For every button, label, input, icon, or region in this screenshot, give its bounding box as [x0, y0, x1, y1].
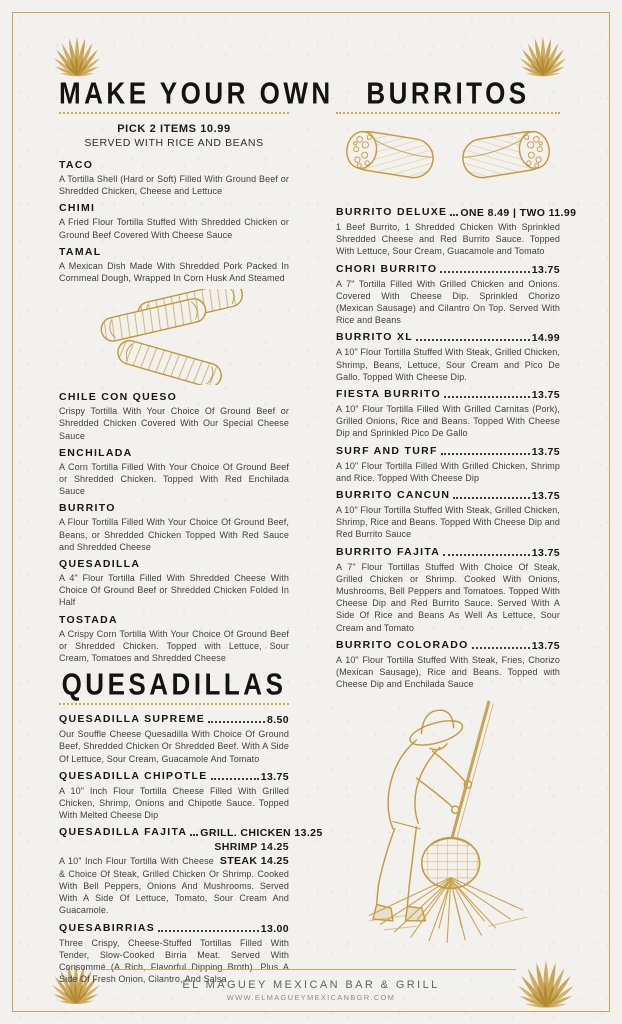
- jimador-farmer-illustration: [353, 695, 543, 966]
- item-price: GRILL. CHICKEN 13.25: [200, 827, 323, 840]
- menu-item: QUESADILLA A 4" Flour Tortilla Filled With Shredded Cheese With Choice Of Ground Beef or Shredded Chicken Folded In Half: [59, 558, 289, 608]
- right-column: [336, 75, 577, 966]
- menu-item: QUESADILLA FAJITA GRILL. CHICKEN 13.25 SHRIMP 14.25 STEAK 14.25 A 10" Inch Flour Tortilla With Cheese & Choice Of Steak, Grilled Chicken Or Shrimp. Cooked With Bell Peppers, Onions And Mushrooms. Served With A Side Of Lettuce, Tomato, Sour Cream And Guacamole.: [59, 826, 323, 916]
- menu-item: BURRITO COLORADO 13.75 A 10" Flour Tortilla Stuffed With Steak, Fries, Chorizo (Mexican Sausage), Rice and Beans. Topped with Cheese Dip and Enchilada Sauce: [336, 638, 560, 690]
- footer-divider-line: [106, 969, 516, 970]
- menu-item: BURRITO XL 14.99 A 10" Flour Tortilla Stuffed With Steak, Grilled Chicken, Shrimp, Beans, Lettuce, Sour Cream and Pico De Gallo. Topped With Cheese Dip.: [336, 331, 560, 382]
- item-price: 13.75: [531, 546, 560, 559]
- section-title-make-your-own: MAKE YOUR OWN: [59, 75, 334, 111]
- item-price: 14.99: [531, 332, 560, 345]
- footer: [0, 979, 622, 1002]
- menu-item: CHILE CON QUESO Crispy Tortilla With Your Choice Of Ground Beef or Shredded Chicken Covered With Our Special Cheese Sauce: [59, 391, 289, 441]
- item-price: 13.75: [531, 490, 560, 503]
- item-price: 13.00: [260, 922, 289, 935]
- item-price: 13.75: [531, 639, 560, 652]
- dot-leader: [472, 647, 530, 649]
- item-price: 13.75: [260, 770, 289, 783]
- item-price: 13.75: [531, 445, 560, 458]
- item-price: STEAK 14.25: [219, 855, 289, 868]
- menu-item: CHORI BURRITO 13.75 A 7" Tortilla Filled With Grilled Chicken and Onions. Covered With Cheese Dip. Sprinkled Chorizo (Mexican Sausage) and Cilantro On Top. Served With Rice and Beans: [336, 262, 560, 326]
- menu-item: BURRITO CANCUN 13.75 A 10" Flour Tortilla Stuffed With Steak, Grilled Chicken, Shrimp, Rice and Beans. Topped With Cheese Dip and Red Burrito Sauce: [336, 489, 560, 540]
- dot-leader: [211, 778, 259, 780]
- menu-item: BURRITO DELUXE ONE 8.49 | TWO 11.99 1 Beef Burrito, 1 Shredded Chicken With Sprinkled Shredded Cheese and Red Burrito Sauce. Topped With Lettuce, Sour Cream, Guacamole and Tomato: [336, 206, 577, 257]
- dot-leader: [208, 721, 265, 723]
- dotted-divider: [336, 112, 560, 114]
- menu-item: QUESADILLA SUPREME 8.50 Our Souffle Cheese Quesadilla With Choice Of Ground Beef, Shredded Chicken Or Shredded Beef. With A Side Of Lettuce, Sour Cream, Guacamole And Tomato: [59, 713, 289, 764]
- menu-item: QUESABIRRIAS 13.00 Three Crispy, Cheese-Stuffed Tortillas Filled With Tender, Slow-Cooked Birria Meat. Served With Consommé (A Rich, Flavorful Dipping Broth). Plus A Side Of Fresh Onion, Cilantro, And Salsa: [59, 921, 289, 985]
- dotted-divider: [59, 703, 289, 705]
- dot-leader: [443, 554, 530, 556]
- menu-item: FIESTA BURRITO 13.75 A 10" Flour Tortilla Filled With Grilled Carnitas (Pork), Grilled Onions, Rice and Beans. Topped With Cheese Dip and Sprinkled Pico De Gallo: [336, 388, 560, 439]
- menu-item: TOSTADA A Crispy Corn Tortilla With Your Choice Of Ground Beef or Shredded Chicken. Topped with Lettuce, Sour Cream, Tomatoes and Shredded Cheese: [59, 613, 289, 664]
- dot-leader: [441, 453, 530, 455]
- make-your-own-subtitle-sides: SERVED WITH RICE AND BEANS: [84, 137, 264, 149]
- item-price: 8.50: [266, 714, 289, 727]
- item-price: ONE 8.49 | TWO 11.99: [460, 207, 577, 219]
- burritos-illustration: [337, 122, 559, 194]
- section-title-burritos: BURRITOS: [366, 75, 530, 111]
- menu-item: TACO A Tortilla Shell (Hard or Soft) Filled With Ground Beef or Shredded Chicken, Cheese and Lettuce: [59, 159, 289, 197]
- dot-leader: [440, 271, 529, 273]
- restaurant-website: WWW.ELMAGUEYMEXICANBGR.COM: [226, 993, 396, 1002]
- menu-item: BURRITO FAJITA 13.75 A 7" Flour Tortillas Stuffed With Choice Of Steak, Grilled Chicken or Shrimp. Cooked With Onions, Mushrooms, Bell Peppers and Tomatoes. Topped With Cheese Dip and Red Burrito Sauce. Served With A Side Of Rice and Beans As Well As Lettuce, Sour Cream and Tomato: [336, 545, 560, 633]
- dot-leader: [450, 214, 458, 216]
- dot-leader: [453, 497, 529, 499]
- agave-plant-illustration-top-left: [42, 18, 112, 80]
- dot-leader: [158, 930, 259, 932]
- menu-item: QUESADILLA CHIPOTLE 13.75 A 10" Inch Flour Tortilla Cheese Filled With Grilled Chicken, Shrimp, Onions and Chipotle Sauce. Topped With Melted Cheese Dip: [59, 769, 289, 821]
- menu-item: ENCHILADA A Corn Tortilla Filled With Your Choice Of Ground Beef or Shredded Chicken. Topped With Red Enchilada Sauce: [59, 446, 289, 497]
- dotted-divider: [59, 112, 289, 114]
- restaurant-name: EL MAGUEY MEXICAN BAR & GRILL: [182, 979, 440, 991]
- menu-item: SURF AND TURF 13.75 A 10" Flour Tortilla Filled With Grilled Chicken, Shrimp and Rice. Topped With Cheese Dip: [336, 444, 560, 483]
- dot-leader: [416, 339, 530, 341]
- dot-leader: [190, 834, 198, 836]
- tamales-illustration: [85, 289, 263, 385]
- menu-item: TAMAL A Mexican Dish Made With Shredded Pork Packed In Cornmeal Dough, Wrapped In Corn Husk And Steamed: [59, 245, 289, 284]
- section-title-quesadillas: QUESADILLAS: [61, 666, 287, 702]
- item-price: SHRIMP 14.25: [214, 841, 289, 854]
- menu-item: BURRITO A Flour Tortilla Filled With Your Choice Of Ground Beef, Beans, or Shredded Chicken Topped With Red Sauce and Shredded Cheese: [59, 502, 289, 552]
- menu-item: CHIMI A Fried Flour Tortilla Stuffed With Shredded Chicken or Ground Beef Covered With Cheese Sauce: [59, 202, 289, 240]
- item-price: 13.75: [531, 263, 560, 276]
- make-your-own-subtitle-price: PICK 2 ITEMS 10.99: [117, 123, 231, 135]
- agave-plant-illustration-top-right: [508, 18, 578, 80]
- dot-leader: [444, 396, 530, 398]
- item-price: 13.75: [531, 389, 560, 402]
